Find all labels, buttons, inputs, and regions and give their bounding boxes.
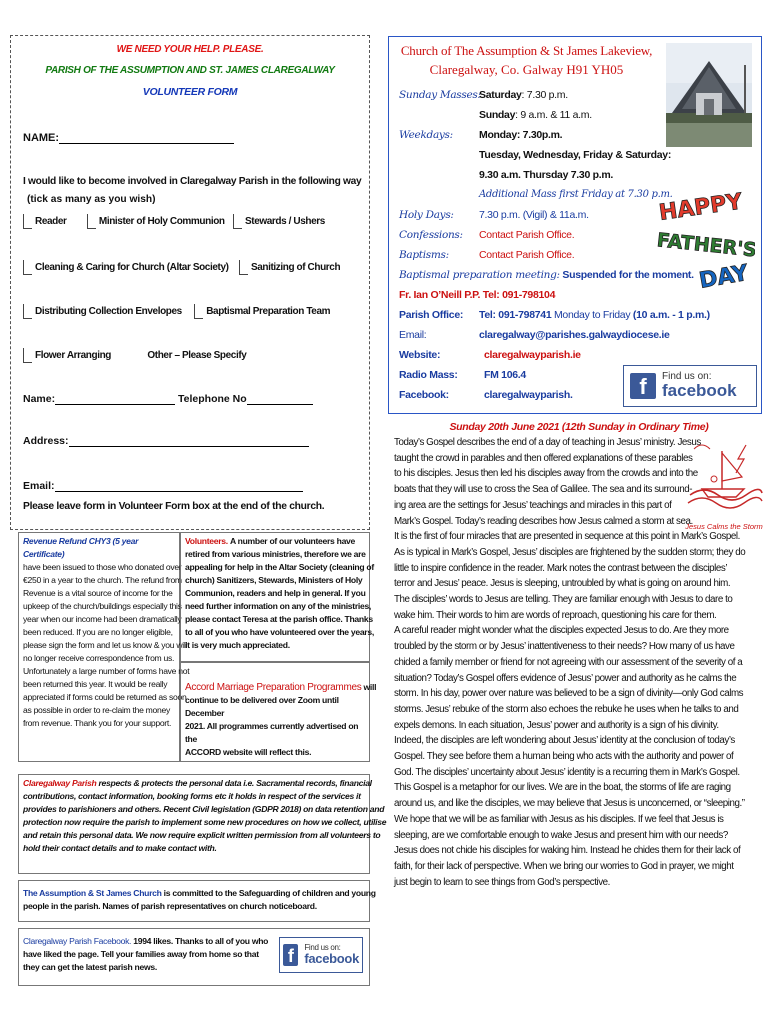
bap-prep: Suspended for the moment. (559, 269, 694, 281)
gospel-line: situation? Today’s Gospel offers evidence of Jesus’ power and authority as he calms the (394, 672, 737, 684)
volunteers-line: church) Sanitizers, Stewards, Ministers of Holy (185, 575, 363, 585)
option-envelopes: Distributing Collection Envelopes (35, 306, 182, 318)
facebook-badge-small[interactable] (279, 937, 363, 973)
find-us-label: Find us on: (662, 370, 712, 382)
monday-row: Monday: 7.30p.m. (479, 129, 563, 141)
gdpr-line: provides to parishioners and others. Recent Civil legislation (GDPR 2018) on data retention and (23, 804, 385, 814)
fathers-word: FATHER'S (655, 229, 755, 262)
form-leave-note: Please leave form in Volunteer Form box at the end of the church. (23, 501, 325, 512)
storm-illustration (684, 437, 764, 535)
gospel-line: to his disciples. Jesus then led his disciples away from the crowds and into the (394, 468, 698, 480)
option-row-4 (23, 348, 246, 363)
gospel-line: boats that they will use to cross the Sea of Galilee. The sea and its surround- (394, 484, 693, 496)
checkbox-envelopes[interactable] (23, 304, 32, 319)
revenue-line: Unfortunately a large number of forms have not (23, 666, 190, 676)
option-row-1 (23, 214, 325, 229)
fathers-day-art (655, 185, 755, 293)
church-photo (666, 43, 752, 147)
saturday-row (479, 89, 568, 101)
parish-office-label: Parish Office: (399, 309, 464, 321)
gospel-line: just begin to learn to see things from God’s perspective. (394, 876, 610, 888)
option-stewards: Stewards / Ushers (245, 216, 325, 228)
revenue-line: appreciated if forms could be returned as soon (23, 692, 187, 702)
option-reader: Reader (35, 216, 67, 228)
revenue-line: upkeep of the church/buildings especially this (23, 601, 182, 611)
safeguard-line: people in the parish. Names of parish representatives on church noticeboard. (23, 901, 317, 911)
saturday-time: : 7.30 p.m. (521, 89, 568, 101)
gdpr-head: Claregalway Parish (23, 778, 97, 788)
sunday-label: Sunday (479, 109, 516, 121)
form-we-need: WE NEED YOUR HELP. PLEASE. (116, 44, 264, 55)
revenue-refund-box (18, 532, 190, 762)
gdpr-line: contributions, contact information, booking forms etc it holds in respect of the services it (23, 791, 361, 801)
revenue-line: Revenue is a vital source of income for the (23, 588, 173, 598)
revenue-line: been returned this year. It would be really (23, 679, 168, 689)
email-field[interactable] (55, 481, 303, 492)
volunteers-box (180, 532, 374, 662)
safeguarding-box (18, 880, 376, 922)
accord-line: ACCORD website will reflect this. (185, 747, 312, 757)
gospel-line: Indeed, the disciples are left wondering about Jesus’ identity at the conclusion of today’s (394, 735, 735, 747)
option-flower: Flower Arranging (35, 350, 112, 362)
safeguard-first-rest: is committed to the Safeguarding of children and young (161, 888, 376, 898)
gospel-line: A careful reader might wonder what the disciples expected Jesus to do. Are they more (394, 625, 729, 637)
email-link[interactable]: claregalway@parishes.galwaydiocese.ie (479, 329, 670, 341)
gospel-line: As is typical in Mark’s Gospel, Jesus’ disciples are frightened by the sudden storm; they do (394, 546, 746, 558)
website-link[interactable]: claregalwayparish.ie (484, 349, 581, 361)
parish-office-tel: Tel: 091-798741 (479, 309, 552, 321)
form-address-row (23, 435, 309, 447)
volunteers-first-line (185, 535, 365, 548)
happy-word: HAPPY (657, 189, 744, 226)
website-label: Website: (399, 349, 441, 361)
gospel-line: The disciples’ words to Jesus are telling. They are familiar enough with Jesus to dare to (394, 594, 733, 606)
revenue-line: been reduced. If you are no longer eligible, (23, 627, 173, 637)
gdpr-line: hold their contact details and to make contact with. (23, 843, 217, 853)
holy-days-label: Holy Days: (399, 209, 454, 221)
gospel-line: expels demons. In each situation, Jesus’ power and authority is a sign of his divinity. (394, 719, 719, 731)
baptisms-label: Baptisms: (399, 249, 449, 261)
gospel-line: Today’s Gospel describes the end of a day of teaching in Jesus’ ministry. Jesus (394, 437, 701, 448)
volunteers-line: it is very much appreciated. (185, 640, 290, 650)
gospel-line: wake him. Their words to him are words of reproach, questioning his care for them. (394, 609, 717, 621)
parish-office-hours: Monday to Friday (551, 309, 633, 321)
volunteers-line: need further information on any of the ministries, (185, 601, 372, 611)
volunteers-line: retired from various ministries, therefore we are (185, 549, 366, 559)
form-name-phone-row (23, 393, 313, 405)
checkbox-reader[interactable] (23, 214, 32, 229)
volunteers-body (185, 548, 374, 652)
baptisms: Contact Parish Office. (479, 249, 575, 261)
gospel-line: It is the first of four miracles that are presented in sequence at this point in Mark’s Gospel. (394, 531, 740, 543)
radio-value: FM 106.4 (484, 369, 526, 381)
volunteers-line: to all of you who have volunteered over the years, (185, 627, 374, 637)
phone-label: Telephone No (178, 393, 247, 405)
facebook-link[interactable]: claregalwayparish. (484, 389, 573, 401)
find-us-label: Find us on: (304, 942, 341, 952)
fathers-day-graphic (655, 185, 755, 293)
revenue-line: year when our income had been dramatically (23, 614, 182, 624)
form-intro: I would like to become involved in Claregalway Parish in the following way (23, 176, 362, 187)
gospel-line: ing area are the settings for Jesus’ teachings and miracles in this part of (394, 499, 672, 511)
phone-field[interactable] (247, 394, 313, 405)
gospel-line: troubled by the storm or by Jesus’ inattentiveness to their needs? How many of us have (394, 641, 735, 653)
checkbox-cleaning[interactable] (23, 260, 32, 275)
confessions-label: Confessions: (399, 229, 463, 241)
name-field[interactable] (59, 133, 234, 144)
checkbox-sanitizing[interactable] (239, 260, 248, 275)
facebook-f-icon: f (283, 944, 298, 966)
form-email-row (23, 480, 303, 492)
storm-art (684, 437, 764, 517)
facebook-f-icon: f (630, 373, 656, 399)
accord-box (180, 662, 377, 762)
gdpr-box (18, 774, 387, 874)
option-row-3 (23, 304, 330, 319)
sunday-time: : 9 a.m. & 11 a.m. (515, 109, 592, 121)
gdpr-line: and retain this personal data. We now require explicit written permission from all volunteers to (23, 830, 381, 840)
gospel-line: chided a family member or friend for not agreeing with our assessment of the severity of a (394, 656, 743, 668)
address-field[interactable] (69, 436, 309, 447)
accord-line: 2021. All programmes currently advertised on the (185, 721, 359, 744)
weekdays-label: Weekdays: (399, 129, 453, 141)
gospel-line: Gospel. They see before them a human being who acts with the authority and power of (394, 751, 734, 763)
accord-line: continue to be delivered over Zoom until December (185, 695, 339, 718)
gospel-line: sleeping, are we comfortable enough to wake Jesus and present him with our needs? (394, 829, 728, 841)
form-intro-tick: (tick as many as you wish) (27, 194, 156, 205)
option-other: Other – Please Specify (147, 350, 247, 362)
accord-head: Accord Marriage Preparation Programmes (185, 682, 362, 693)
accord-will: will (361, 682, 377, 692)
church-photo-image (666, 43, 752, 147)
safeguard-head: The Assumption & St James Church (23, 888, 162, 898)
checkbox-stewards[interactable] (233, 214, 242, 229)
storm-caption: Jesus Calms the Storm (685, 522, 763, 531)
name-label: NAME: (23, 132, 60, 144)
address-label: Address: (23, 435, 69, 447)
name2-field[interactable] (55, 394, 175, 405)
accord-first-line (185, 681, 377, 694)
revenue-line: have been issued to those who donated over (23, 562, 182, 572)
additional-mass: Additional Mass first Friday at 7.30 p.m. (479, 189, 673, 200)
facebook-badge-text (304, 944, 359, 966)
church-title-line1: Church of The Assumption & St James Lakeview, (400, 43, 653, 58)
form-name-row (23, 132, 234, 144)
gdpr-first-line (23, 777, 372, 790)
option-baptismal: Baptismal Preparation Team (206, 306, 331, 318)
facebook-badge[interactable] (623, 365, 757, 407)
gospel-line: We hope that we will be as familiar with Jesus as his disciples. If we feel that Jesus is (394, 813, 724, 825)
fbnote-line: have liked the page. Tell your families away from home so that (23, 949, 259, 959)
gospel-line: This Gospel is a metaphor for our lives. We are in the boat, the storms of life are raging (394, 782, 731, 794)
option-row-2 (23, 260, 340, 275)
form-title: VOLUNTEER FORM (142, 86, 238, 98)
option-sanitizing: Sanitizing of Church (250, 262, 341, 274)
tue-sat-time: 9.30 a.m. Thursday 7.30 p.m. (479, 169, 613, 181)
option-cleaning: Cleaning & Caring for Church (Altar Society) (35, 262, 229, 274)
volunteers-line: please contact Teresa at the parish office. Thanks (185, 614, 373, 624)
fbnote-first-rest: 1994 likes. Thanks to all of you who (131, 936, 269, 946)
parish-office-times: (10 a.m. - 1 p.m.) (632, 309, 710, 321)
volunteers-head: Volunteers. (185, 536, 228, 546)
gospel-line: Mark’s Gospel. Today’s reading describes how Jesus calmed a storm at sea. (394, 515, 693, 527)
safeguard-first-line (23, 887, 376, 900)
revenue-title: Revenue Refund CHY3 (5 year Certificate) (23, 536, 139, 559)
fbnote-line: they can get the latest parish news. (23, 962, 157, 972)
facebook-wordmark: facebook (662, 381, 737, 401)
gospel-line: storms. Jesus’ rebuke of the storm also echoes the rebuke he uses when he talks to and (394, 703, 739, 715)
bap-prep-label: Baptismal preparation meeting: (399, 269, 560, 281)
sunday-row (479, 109, 592, 121)
checkbox-minister[interactable] (87, 214, 96, 229)
facebook-label: Facebook: (399, 389, 449, 401)
bap-prep-row (399, 269, 694, 281)
gospel-heading: Sunday 20th June 2021 (12th Sunday in Ordinary Time) (449, 421, 709, 433)
checkbox-baptismal[interactable] (194, 304, 203, 319)
name2-label: Name: (23, 393, 56, 405)
parish-office-row (479, 309, 710, 321)
revenue-line: please sign the form and let us know & you will (23, 640, 188, 650)
confessions: Contact Parish Office. (479, 229, 575, 241)
volunteers-line: A number of our volunteers have (229, 536, 356, 546)
gdpr-first-rest: respects & protects the personal data i.e. Sacramental records, financial (96, 778, 372, 788)
revenue-line: from revenue. Thank you for your support. (23, 718, 172, 728)
priest-row: Fr. Ian O’Neill P.P. Tel: 091-798104 (399, 289, 556, 301)
gospel-line: storm. In his day, power over nature was believed to be a sign of divinity—only God calms (394, 688, 744, 700)
church-info-box (388, 36, 762, 414)
volunteer-form (10, 35, 370, 530)
facebook-note-box (18, 928, 370, 986)
fbnote-head: Claregalway Parish Facebook. (23, 936, 132, 946)
revenue-line: no longer receive correspondence from us. (23, 653, 175, 663)
gospel-section (394, 421, 764, 890)
gospel-line: God. The disciples’ uncertainty about Jesus’ identity is a recurring them in Mark’s Gospel. (394, 766, 740, 778)
saturday-label: Saturday (479, 89, 522, 101)
sunday-masses-label: Sunday Masses: (399, 89, 481, 101)
revenue-line: €250 in a year to the church. The refund from (23, 575, 182, 585)
email-label: Email: (23, 480, 55, 492)
email-label-right: Email: (399, 329, 427, 341)
facebook-badge-text (662, 372, 737, 400)
gospel-line: faith, for their lack of perspective. When we bring our worries to God in prayer, we might (394, 860, 734, 872)
gospel-line: Jesus does not chide his disciples for waking him. Instead he chides them for their lack of (394, 845, 741, 857)
revenue-body (23, 561, 190, 730)
volunteers-line: Communion, readers and help in general. If you (185, 588, 366, 598)
gdpr-line: protection now require the parish to implement some new procedures on how we collect, utilise (23, 817, 387, 827)
revenue-line: as possible in order to re-claim the money (23, 705, 170, 715)
gospel-line: little to inspire confidence in the reader. Mark notes the contrast between the disciples’ (394, 562, 728, 574)
radio-label: Radio Mass: (399, 369, 458, 381)
gospel-line: around us, and like the disciples, we may believe that Jesus is unconcerned, or “sleeping.” (394, 798, 745, 810)
day-word: DAY (697, 260, 751, 293)
option-minister: Minister of Holy Communion (98, 216, 225, 228)
volunteers-line: appealing for help in the Altar Society (cleaning of (185, 562, 374, 572)
checkbox-flower[interactable] (23, 348, 32, 363)
facebook-wordmark: facebook (304, 951, 359, 967)
gospel-line: terror and Jesus’ peace. Jesus is sleeping, untroubled by what is going on around him. (394, 578, 731, 590)
church-title-line2: Claregalway, Co. Galway H91 YH05 (429, 62, 624, 77)
tue-sat-row: Tuesday, Wednesday, Friday & Saturday: (479, 149, 672, 161)
form-parish-title: PARISH OF THE ASSUMPTION AND ST. JAMES CLAREGALWAY (45, 65, 335, 76)
holy-days: 7.30 p.m. (Vigil) & 11a.m. (479, 209, 589, 221)
gospel-line: taught the crowd in parables and then offered explanations of these parables (394, 452, 693, 464)
